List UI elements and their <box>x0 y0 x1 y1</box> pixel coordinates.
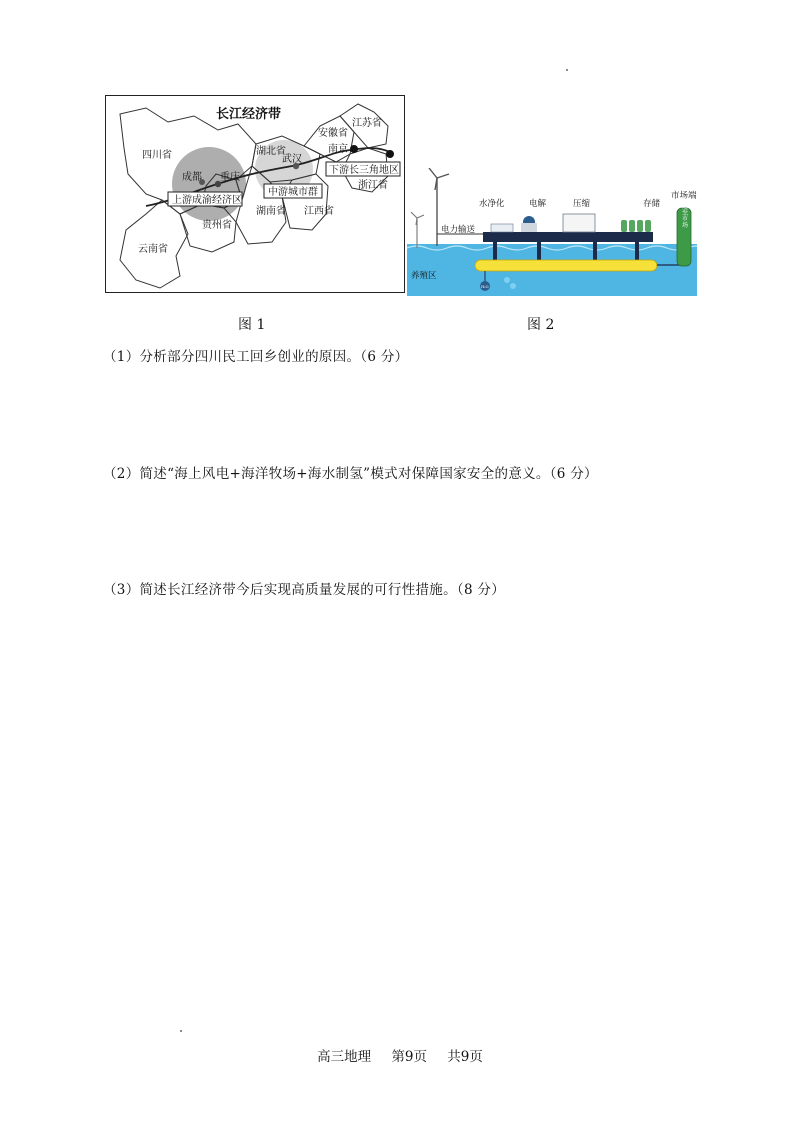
label-nanjing: 南京 <box>328 144 348 155</box>
shanghai-dot <box>386 150 394 158</box>
plant-drawing <box>407 168 697 296</box>
page-mark <box>180 1030 182 1032</box>
figure2-caption: 图 2 <box>527 317 555 333</box>
label-upper-zone: 上游成渝经济区 <box>172 195 242 206</box>
page-mark <box>566 69 568 71</box>
footer-page: 第9页 <box>391 1049 427 1065</box>
compressor-unit <box>563 214 595 232</box>
label-jiangxi: 江西省 <box>304 206 334 217</box>
question-1: （1）分析部分四川民工回乡创业的原因。（6 分） <box>103 349 409 365</box>
label-market-vertical: 输送至市场 <box>680 196 688 228</box>
label-zhejiang: 浙江省 <box>358 180 388 191</box>
map-drawing <box>106 96 404 292</box>
label-sichuan: 四川省 <box>142 150 172 161</box>
label-wuhan: 武汉 <box>282 154 302 165</box>
label-lower-zone: 下游长三角地区 <box>329 165 399 176</box>
footer-total: 共9页 <box>447 1049 483 1065</box>
label-hubei: 湖北省 <box>256 146 286 157</box>
question-3: （3）简述长江经济带今后实现高质量发展的可行性措施。（8 分） <box>103 582 506 598</box>
label-compress: 压缩 <box>573 199 591 209</box>
storage-tanks <box>621 220 651 232</box>
figure2-diagram <box>407 168 697 296</box>
label-market: 市场端 <box>671 191 697 201</box>
label-storage: 存储 <box>643 199 661 209</box>
fish-bubble <box>510 283 516 289</box>
label-chongqing: 重庆 <box>220 172 240 183</box>
label-yunnan: 云南省 <box>138 244 168 255</box>
water-purify-unit <box>491 224 513 232</box>
hydrogen-pipe <box>475 260 657 271</box>
label-hunan: 湖南省 <box>256 206 286 217</box>
label-anhui: 安徽省 <box>318 128 348 139</box>
label-middle-zone: 中游城市群 <box>268 187 318 198</box>
label-electrolysis: 电解 <box>529 199 547 209</box>
label-water-purify: 水净化 <box>479 199 505 209</box>
figure1-map <box>105 95 405 293</box>
platform-deck <box>483 232 653 242</box>
label-power-transmission: 电力输送 <box>441 225 476 235</box>
question-2: （2）简述“海上风电+海洋牧场+海水制氢”模式对保障国家安全的意义。（6 分） <box>103 466 598 482</box>
wind-turbine-small <box>411 212 424 248</box>
upper-zone-circle <box>172 147 246 221</box>
page-footer <box>0 1045 800 1065</box>
nanjing-dot <box>350 145 358 153</box>
fish-bubble <box>504 277 510 283</box>
label-h2o: H₂O <box>481 285 489 289</box>
map-title: 长江经济带 <box>216 106 282 121</box>
label-guizhou: 贵州省 <box>202 220 232 231</box>
label-chengdu: 成都 <box>182 172 202 183</box>
footer-subject: 高三地理 <box>317 1049 372 1065</box>
figure1-caption: 图 1 <box>238 317 266 333</box>
label-farm-area: 养殖区 <box>411 271 437 281</box>
electrolysis-unit <box>521 223 537 232</box>
label-jiangsu: 江苏省 <box>352 118 382 129</box>
